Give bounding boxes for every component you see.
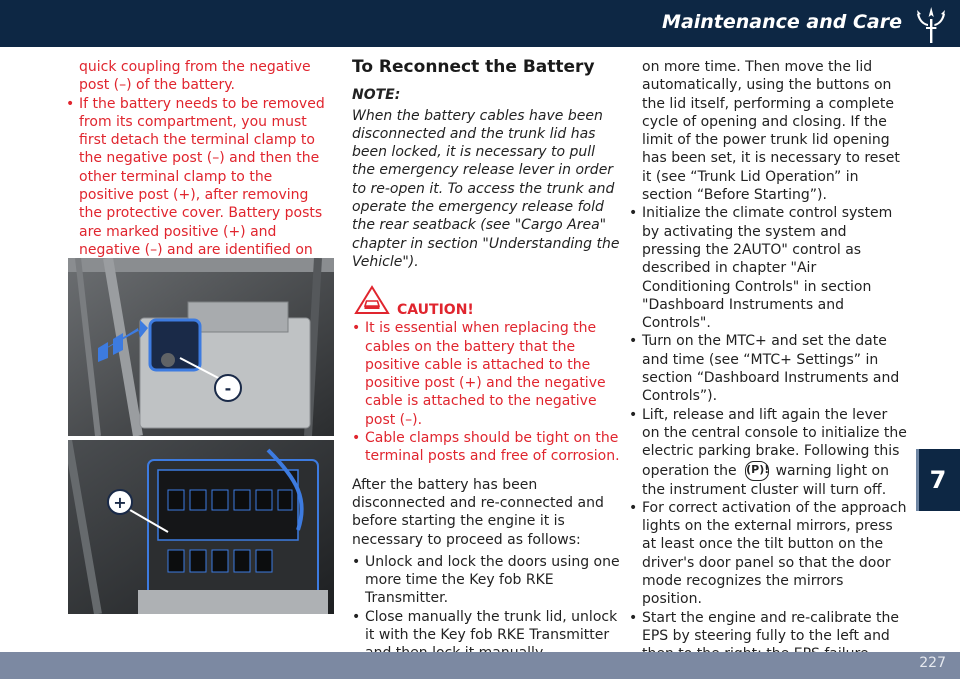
list-item-text: Start the engine and re-calibrate the EPS by steering fully to the left and <box>642 609 899 644</box>
list-item: • For correct activation of the approach lights on the external mirrors, press at least once the tilt button on the driver's door panel so that the door mode recognizes the mirrors position. <box>629 499 907 608</box>
list-item: • It is essential when replacing the cables on the battery that the positive cable is attached to the positive post (+) and the negative cable is attached to the negative post (–). <box>352 320 606 428</box>
caution-header <box>352 293 620 319</box>
note-body: When the battery cables have been disconnected and the trunk lid has been locked, it is necessary to pull the emergency release lever in order to re-open it. To access the trunk and operate the emergency release fold the rear seatback (see "Cargo Area" chapter in section "Understanding the Vehicle"). <box>352 107 620 270</box>
chapter-tab: 7 <box>916 449 960 511</box>
list-item: • Unlock and lock the doors using one more time the Key fob RKE Transmitter. <box>352 553 620 607</box>
list-item: • Close manually the trunk lid, unlock it with the Key fob RKE Transmitter <box>352 608 620 663</box>
battery-positive-terminal-photo <box>68 440 334 614</box>
caution-label: CAUTION! <box>397 302 474 319</box>
list-item: • Initialize the climate control system by activating the system and pressing the 2AUTO" control as described in chapter "Air Conditioning Controls" in section "Dashboard Instruments and Controls". <box>629 205 893 332</box>
list-item-text: If the battery needs to be removed from its compartment, you must first detach the terminal clamp to the negative post (–) and then the other terminal clamp to the positive post (+), after removing the protective cover. Battery posts are marked positive (+) and negative (–) and are identified on <box>79 95 325 258</box>
list-item-text: Unlock and lock the doors using one more time the Key fob RKE Transmitter. <box>365 553 620 607</box>
list-item-text: Initialize the climate control system by activating the system and pressing the 2AUTO" control as described in chapter "Air Conditioning Controls" in section "Dashboard Instruments and Controls". <box>642 205 893 332</box>
list-item-text: Cable clamps should be tight on the terminal posts and free of corrosion. <box>365 430 620 465</box>
positive-label: + <box>113 493 127 512</box>
caution-car-icon <box>354 285 390 315</box>
page-header <box>0 0 960 47</box>
section-title: Maintenance and Care <box>662 11 902 33</box>
negative-label: - <box>224 379 232 398</box>
continued-text: quick coupling from the negative post (–) of the battery. <box>79 59 311 94</box>
list-item: • If the battery needs to be removed from its compartment, you must first detach the terminal clamp to the negative post (–) and then the other terminal clamp to the positive post (+), after removing the protective cover. Battery posts are marked positive (+) and negative (–) and are identified on <box>66 95 328 278</box>
list-item: • Lift, release and lift again the lever on the central console to initialize the electric parking brake. Following this operation the (P)! warning light on the instrument cluster will turn off. <box>629 406 907 498</box>
list-item-text: Lift, release and lift again the lever on the central console to initialize the electric parking brake. Following this operation the <box>642 406 907 479</box>
intro-paragraph: After the battery has been disconnected and re-connected and before starting the engine it is necessary to proceed as follows: <box>352 476 604 548</box>
list-item: • Start the engine and re-calibrate the EPS by steering fully to the left and <box>629 609 907 664</box>
column-left <box>66 58 328 278</box>
page-number: 227 <box>919 655 946 671</box>
battery-negative-terminal-photo <box>68 258 334 436</box>
note-label: NOTE: <box>352 87 401 104</box>
column-middle <box>352 58 620 663</box>
list-item-text: For correct activation of the approach lights on the external mirrors, press at least once the tilt button on the driver's door panel so that the door mode recognizes the mirrors position. <box>642 499 907 608</box>
column-right <box>629 58 907 664</box>
list-item-text-cont: warning light on the instrument cluster will turn off. <box>642 462 889 498</box>
list-item-text: It is essential when replacing the cables on the battery that the positive cable is attached to the positive post (+) and the negative cable is attached to the negative post (–). <box>365 320 606 428</box>
list-item: • Turn on the MTC+ and set the date and time (see “MTC+ Settings” in section “Dashboard Instruments and Controls”). <box>629 333 900 405</box>
section-heading: To Reconnect the Battery <box>352 57 595 77</box>
maserati-trident-logo <box>914 5 948 45</box>
page-footer <box>0 652 960 679</box>
list-item-text: Close manually the trunk lid, unlock it with the Key fob RKE Transmitter <box>365 608 618 644</box>
list-item-text: Turn on the MTC+ and set the date and time (see “MTC+ Settings” in section “Dashboard Instruments and Controls”). <box>642 333 900 405</box>
continued-text: on more time. Then move the lid automatically, using the buttons on the lid itself, performing a complete cycle of opening and closing. If the limit of the power trunk lid opening has been set, it is necessary to reset it (see “Trunk Lid Operation” in section “Before Starting”). <box>642 59 900 204</box>
parking-brake-warning-icon: (P)! <box>745 461 769 481</box>
list-item: • Cable clamps should be tight on the terminal posts and free of corrosion. <box>352 430 620 465</box>
